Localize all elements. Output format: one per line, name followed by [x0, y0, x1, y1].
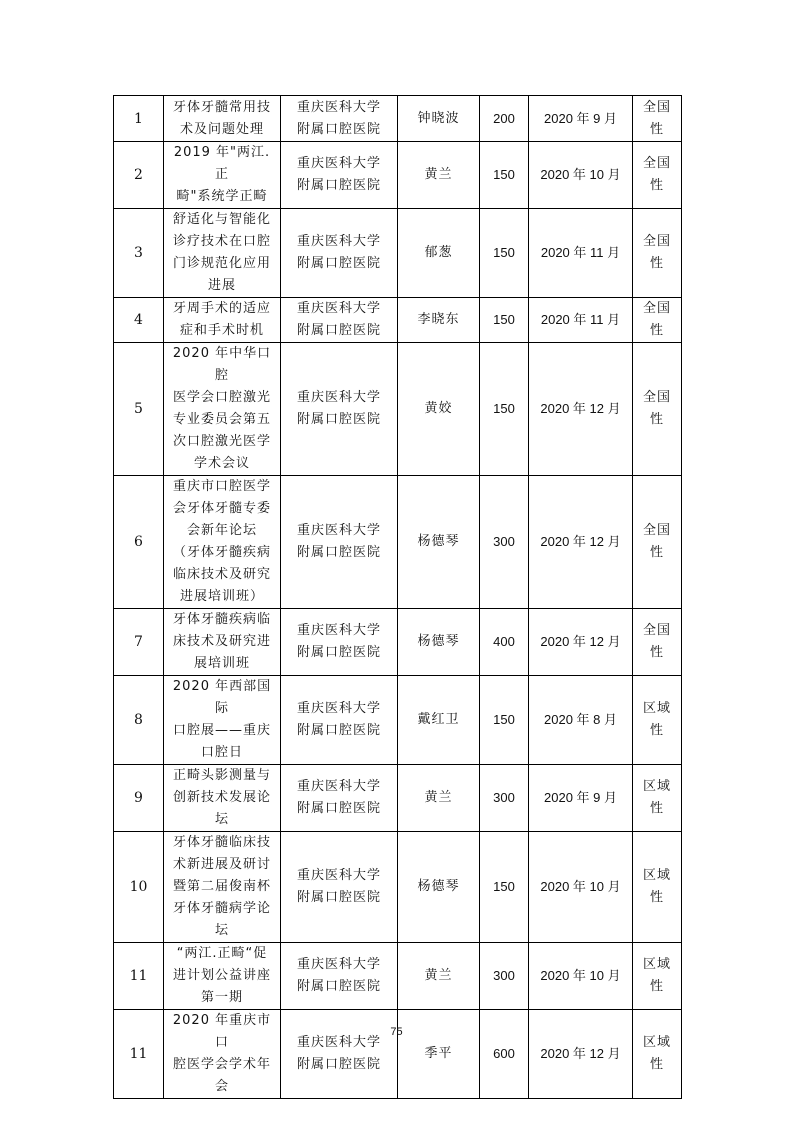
- host-organization-line: 附属口腔医院: [296, 545, 381, 560]
- table-row: [114, 96, 682, 142]
- table-row: [114, 676, 682, 765]
- meeting-name-line: 第一期: [200, 990, 243, 1005]
- meeting-name: [164, 676, 281, 765]
- table-row: [114, 476, 682, 609]
- meeting-scope-line: 性: [649, 323, 664, 338]
- meeting-name-line: 门诊规范化应用: [172, 256, 271, 271]
- meeting-name: [164, 609, 281, 676]
- meeting-scope-line: 性: [649, 723, 664, 738]
- host-organization-line: 重庆医科大学: [296, 701, 381, 716]
- meeting-date: 2020 年 12 月: [529, 476, 633, 609]
- meeting-name: [164, 298, 281, 343]
- meeting-name: [164, 1010, 281, 1099]
- meeting-scope-line: 全国: [642, 156, 671, 171]
- row-number: 3: [114, 209, 164, 298]
- host-organization-line: 重庆医科大学: [296, 1035, 381, 1050]
- host-organization: [281, 1010, 398, 1099]
- row-number: 2: [114, 142, 164, 209]
- row-number: 5: [114, 343, 164, 476]
- participant-count: 150: [480, 142, 529, 209]
- row-number: 11: [114, 943, 164, 1010]
- row-number: 4: [114, 298, 164, 343]
- host-organization: [281, 765, 398, 832]
- meeting-scope: [633, 142, 682, 209]
- table-row: [114, 142, 682, 209]
- meeting-date: 2020 年 10 月: [529, 832, 633, 943]
- meeting-scope: [633, 676, 682, 765]
- host-organization: [281, 343, 398, 476]
- participant-count: 600: [480, 1010, 529, 1099]
- meeting-name-line: 会: [214, 1079, 229, 1094]
- meeting-name-line: 牙体牙髓临床技: [172, 835, 271, 850]
- meeting-name-line: 牙体牙髓疾病临: [172, 612, 271, 627]
- meeting-scope-line: 性: [649, 256, 664, 271]
- host-organization-line: 重庆医科大学: [296, 390, 381, 405]
- meeting-name-line: 重庆市口腔医学: [172, 479, 271, 494]
- host-organization: [281, 832, 398, 943]
- participant-count: 150: [480, 298, 529, 343]
- meeting-name-line: 2020 年中华口腔: [172, 346, 272, 383]
- meeting-date: 2020 年 11 月: [529, 209, 633, 298]
- host-organization: [281, 476, 398, 609]
- table-row: [114, 209, 682, 298]
- table-row: [114, 943, 682, 1010]
- meeting-name-line: 术新进展及研讨: [172, 857, 271, 872]
- meeting-scope-line: 性: [649, 890, 664, 905]
- meeting-name-line: 进展培训班）: [179, 589, 264, 604]
- host-organization-line: 附属口腔医院: [296, 890, 381, 905]
- meeting-scope: [633, 765, 682, 832]
- row-number: 1: [114, 96, 164, 142]
- meeting-name-line: 创新技术发展论: [172, 790, 271, 805]
- participant-count: 150: [480, 832, 529, 943]
- meeting-scope: [633, 1010, 682, 1099]
- person-in-charge: 黄兰: [398, 943, 480, 1010]
- meeting-scope-line: 区域: [642, 1035, 671, 1050]
- meeting-name: [164, 765, 281, 832]
- person-in-charge: 杨德琴: [398, 476, 480, 609]
- meeting-name-line: 会牙体牙髓专委: [172, 501, 271, 516]
- table-row: [114, 1010, 682, 1099]
- host-organization-line: 重庆医科大学: [296, 156, 381, 171]
- host-organization-line: 重庆医科大学: [296, 301, 381, 316]
- host-organization: [281, 209, 398, 298]
- host-organization-line: 重庆医科大学: [296, 868, 381, 883]
- row-number: 6: [114, 476, 164, 609]
- meeting-scope-line: 全国: [642, 523, 671, 538]
- meeting-name: [164, 343, 281, 476]
- meeting-name-line: 坛: [214, 923, 229, 938]
- person-in-charge: 黄兰: [398, 142, 480, 209]
- meeting-date: 2020 年 12 月: [529, 1010, 633, 1099]
- meeting-scope-line: 区域: [642, 957, 671, 972]
- host-organization-line: 附属口腔医院: [296, 121, 381, 137]
- person-in-charge: 戴红卫: [398, 676, 480, 765]
- table-row: [114, 832, 682, 943]
- meeting-name-line: 牙体牙髓病学论: [172, 901, 271, 916]
- row-number: 9: [114, 765, 164, 832]
- participant-count: 300: [480, 765, 529, 832]
- host-organization-line: 附属口腔医院: [296, 323, 381, 338]
- host-organization-line: 附属口腔医院: [296, 178, 381, 193]
- host-organization-line: 附属口腔医院: [296, 979, 381, 994]
- meeting-scope-line: 性: [649, 545, 664, 560]
- host-organization-line: 附属口腔医院: [296, 412, 381, 427]
- meeting-name-line: 会新年论坛: [186, 523, 257, 538]
- meeting-name-line: 学术会议: [193, 456, 250, 471]
- host-organization-line: 重庆医科大学: [296, 779, 381, 794]
- meeting-scope-line: 性: [649, 1057, 664, 1072]
- meeting-date: 2020 年 9 月: [529, 96, 633, 142]
- meeting-name-line: 医学会口腔激光: [172, 390, 271, 405]
- meeting-scope: [633, 298, 682, 343]
- participant-count: 400: [480, 609, 529, 676]
- meeting-name: [164, 476, 281, 609]
- meeting-name: [164, 142, 281, 209]
- meeting-scope-line: 全国: [642, 99, 671, 115]
- page-number: 75: [390, 1026, 403, 1038]
- person-in-charge: 李晓东: [398, 298, 480, 343]
- meeting-name-line: （牙体牙髓疾病: [172, 545, 271, 560]
- meeting-scope-line: 区域: [642, 779, 671, 794]
- meeting-scope-line: 区域: [642, 868, 671, 883]
- person-in-charge: 季平: [398, 1010, 480, 1099]
- meeting-scope-line: 区域: [642, 701, 671, 716]
- meeting-date: 2020 年 11 月: [529, 298, 633, 343]
- meeting-date: 2020 年 12 月: [529, 609, 633, 676]
- meeting-scope-line: 全国: [642, 390, 671, 405]
- participant-count: 300: [480, 943, 529, 1010]
- meeting-scope-line: 性: [649, 121, 664, 137]
- meeting-name-line: 牙体牙髓常用技: [172, 99, 271, 115]
- meeting-scope-line: 性: [649, 645, 664, 660]
- meeting-scope-line: 全国: [642, 234, 671, 249]
- meeting-name-line: 坛: [214, 812, 229, 827]
- meeting-scope: [633, 96, 682, 142]
- meeting-name: [164, 832, 281, 943]
- participant-count: 150: [480, 209, 529, 298]
- meeting-name-line: 暨第二届俊南杯: [172, 879, 271, 894]
- meeting-scope: [633, 609, 682, 676]
- meeting-name-line: 次口腔激光医学: [172, 434, 271, 449]
- person-in-charge: 黄姣: [398, 343, 480, 476]
- host-organization: [281, 609, 398, 676]
- participant-count: 150: [480, 676, 529, 765]
- host-organization-line: 附属口腔医院: [296, 1057, 381, 1072]
- row-number: 8: [114, 676, 164, 765]
- meeting-date: 2020 年 10 月: [529, 943, 633, 1010]
- meeting-name-line: 临床技术及研究: [172, 567, 271, 582]
- meeting-name-line: 舒适化与智能化: [172, 212, 271, 227]
- meeting-name-line: 2020 年重庆市口: [172, 1013, 272, 1050]
- meeting-scope-line: 性: [649, 979, 664, 994]
- meeting-name-line: “两江.正畸“促: [176, 946, 268, 961]
- meeting-name-line: 2020 年西部国际: [172, 679, 272, 716]
- host-organization-line: 附属口腔医院: [296, 645, 381, 660]
- host-organization: [281, 96, 398, 142]
- meeting-date: 2020 年 8 月: [529, 676, 633, 765]
- table-row: [114, 609, 682, 676]
- meeting-name-line: 进展: [207, 278, 236, 293]
- host-organization-line: 重庆医科大学: [296, 99, 381, 115]
- meeting-scope-line: 全国: [642, 623, 671, 638]
- host-organization-line: 附属口腔医院: [296, 801, 381, 816]
- meeting-date: 2020 年 12 月: [529, 343, 633, 476]
- meeting-name-line: 展培训班: [193, 656, 250, 671]
- host-organization: [281, 142, 398, 209]
- person-in-charge: 杨德琴: [398, 832, 480, 943]
- row-number: 10: [114, 832, 164, 943]
- person-in-charge: 黄兰: [398, 765, 480, 832]
- host-organization-line: 附属口腔医院: [296, 723, 381, 738]
- meeting-name-line: 口腔日: [200, 745, 243, 760]
- meeting-name-line: 腔医学会学术年: [172, 1057, 271, 1072]
- meeting-name-line: 口腔展——重庆: [172, 723, 271, 738]
- meeting-name-line: 2019 年"两江.正: [173, 145, 271, 182]
- meeting-scope-line: 性: [649, 801, 664, 816]
- meeting-scope-line: 全国: [642, 301, 671, 316]
- participant-count: 150: [480, 343, 529, 476]
- meeting-name-line: 专业委员会第五: [172, 412, 271, 427]
- table-row: [114, 765, 682, 832]
- meeting-name: [164, 209, 281, 298]
- host-organization-line: 附属口腔医院: [296, 256, 381, 271]
- meeting-name-line: 牙周手术的适应: [172, 301, 271, 316]
- meeting-scope: [633, 476, 682, 609]
- host-organization-line: 重庆医科大学: [296, 957, 381, 972]
- row-number: 7: [114, 609, 164, 676]
- meeting-date: 2020 年 10 月: [529, 142, 633, 209]
- meeting-scope: [633, 943, 682, 1010]
- meeting-scope-line: 性: [649, 178, 664, 193]
- meeting-name-line: 术及问题处理: [179, 121, 264, 137]
- meeting-name-line: 畸"系统学正畸: [176, 189, 268, 204]
- host-organization-line: 重庆医科大学: [296, 523, 381, 538]
- table-body: [114, 96, 682, 1099]
- meeting-name-line: 正畸头影测量与: [172, 768, 271, 783]
- participant-count: 200: [480, 96, 529, 142]
- meeting-name: [164, 943, 281, 1010]
- host-organization-line: 重庆医科大学: [296, 623, 381, 638]
- host-organization: [281, 943, 398, 1010]
- person-in-charge: 郁葱: [398, 209, 480, 298]
- meeting-scope: [633, 343, 682, 476]
- host-organization-line: 重庆医科大学: [296, 234, 381, 249]
- meeting-name-line: 诊疗技术在口腔: [172, 234, 271, 249]
- host-organization: [281, 676, 398, 765]
- meeting-scope: [633, 209, 682, 298]
- person-in-charge: 钟晓波: [398, 96, 480, 142]
- row-number: 11: [114, 1010, 164, 1099]
- meeting-scope-line: 性: [649, 412, 664, 427]
- meeting-name: [164, 96, 281, 142]
- table-row: [114, 298, 682, 343]
- meeting-scope: [633, 832, 682, 943]
- meeting-name-line: 症和手术时机: [179, 323, 264, 338]
- participant-count: 300: [480, 476, 529, 609]
- person-in-charge: 杨德琴: [398, 609, 480, 676]
- meeting-name-line: 进计划公益讲座: [172, 968, 271, 983]
- meeting-name-line: 床技术及研究进: [172, 634, 271, 649]
- conference-table: [113, 95, 682, 1099]
- table-row: [114, 343, 682, 476]
- meeting-date: 2020 年 9 月: [529, 765, 633, 832]
- host-organization: [281, 298, 398, 343]
